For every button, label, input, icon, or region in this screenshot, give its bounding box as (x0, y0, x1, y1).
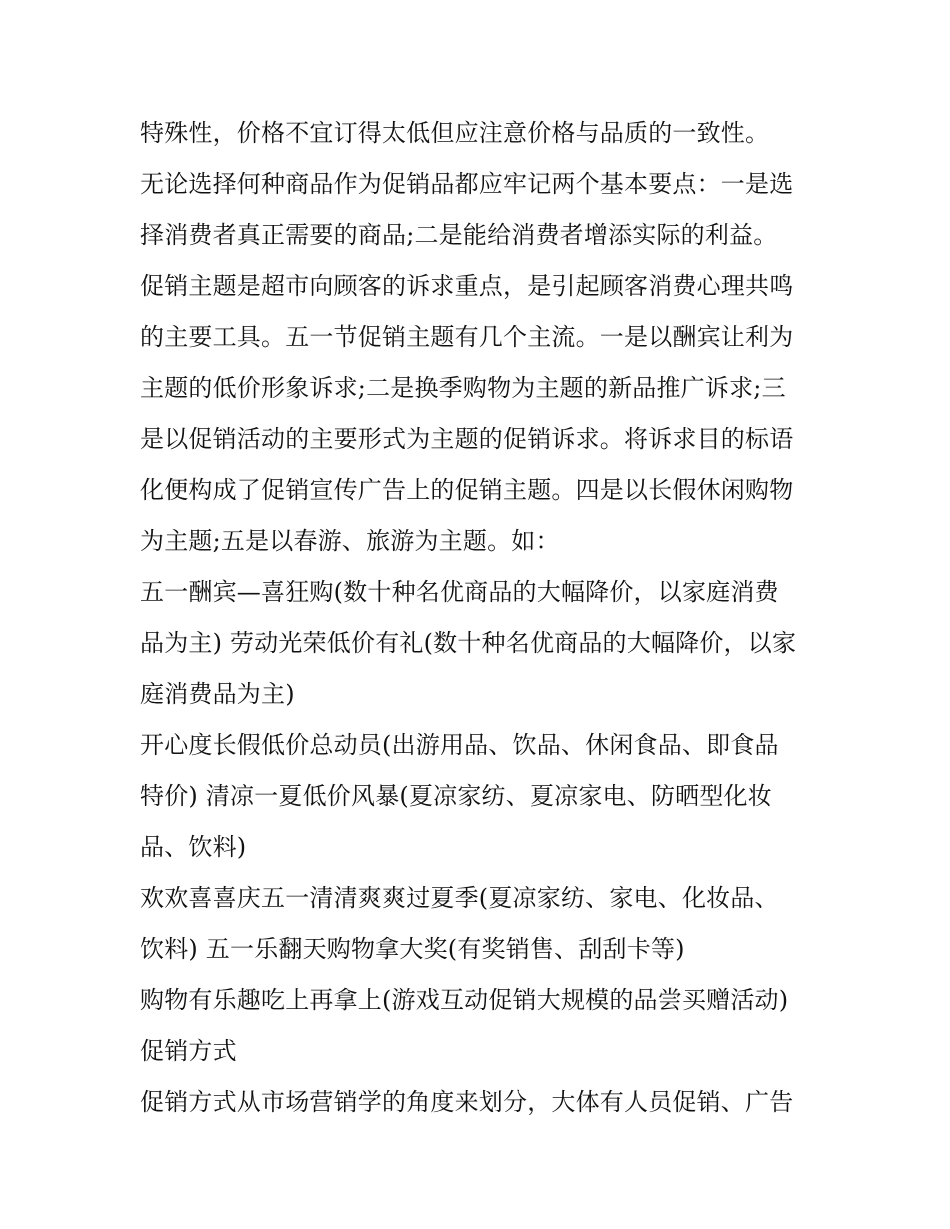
text-line: 特殊性，价格不宜订得太低但应注意价格与品质的一致性。 (140, 119, 770, 147)
text-line: 饮料) 五一乐翻天购物拿大奖(有奖销售、刮刮卡等) (140, 935, 685, 963)
text-line: 开心度长假低价总动员(出游用品、饮品、休闲食品、即食品 (140, 731, 779, 759)
text-line: 购物有乐趣吃上再拿上(游戏互动促销大规模的品尝买赠活动) (140, 986, 789, 1014)
text-line: 主题的低价形象诉求;二是换季购物为主题的新品推广诉求;三 (140, 374, 786, 402)
text-line: 特价) 清凉一夏低价风暴(夏凉家纺、夏凉家电、防晒型化妆 (140, 782, 772, 810)
text-line: 欢欢喜喜庆五一清清爽爽过夏季(夏凉家纺、家电、化妆品、 (140, 884, 779, 912)
text-line: 无论选择何种商品作为促销品都应牢记两个基本要点：一是选 (140, 170, 794, 198)
body-text (140, 108, 830, 1128)
text-line: 品为主) 劳动光荣低价有礼(数十种名优商品的大幅降价，以家 (140, 629, 797, 657)
text-line: 促销主题是超市向顾客的诉求重点，是引起顾客消费心理共鸣 (140, 272, 794, 300)
text-line: 择消费者真正需要的商品;二是能给消费者增添实际的利益。 (140, 221, 778, 249)
text-line: 化便构成了促销宣传广告上的促销主题。四是以长假休闲购物 (140, 476, 794, 504)
text-line: 的主要工具。五一节促销主题有几个主流。一是以酬宾让利为 (140, 323, 794, 351)
text-line: 促销方式从市场营销学的角度来划分，大体有人员促销、广告 (140, 1088, 794, 1116)
text-line: 庭消费品为主) (140, 680, 295, 708)
section-heading: 促销方式 (140, 1037, 237, 1065)
text-line: 是以促销活动的主要形式为主题的促销诉求。将诉求目的标语 (140, 425, 794, 453)
text-line: 品、饮料) (140, 833, 247, 861)
text-line: 为主题;五是以春游、旅游为主题。如： (140, 527, 560, 555)
text-line: 五一酬宾—喜狂购(数十种名优商品的大幅降价，以家庭消费 (140, 578, 779, 606)
